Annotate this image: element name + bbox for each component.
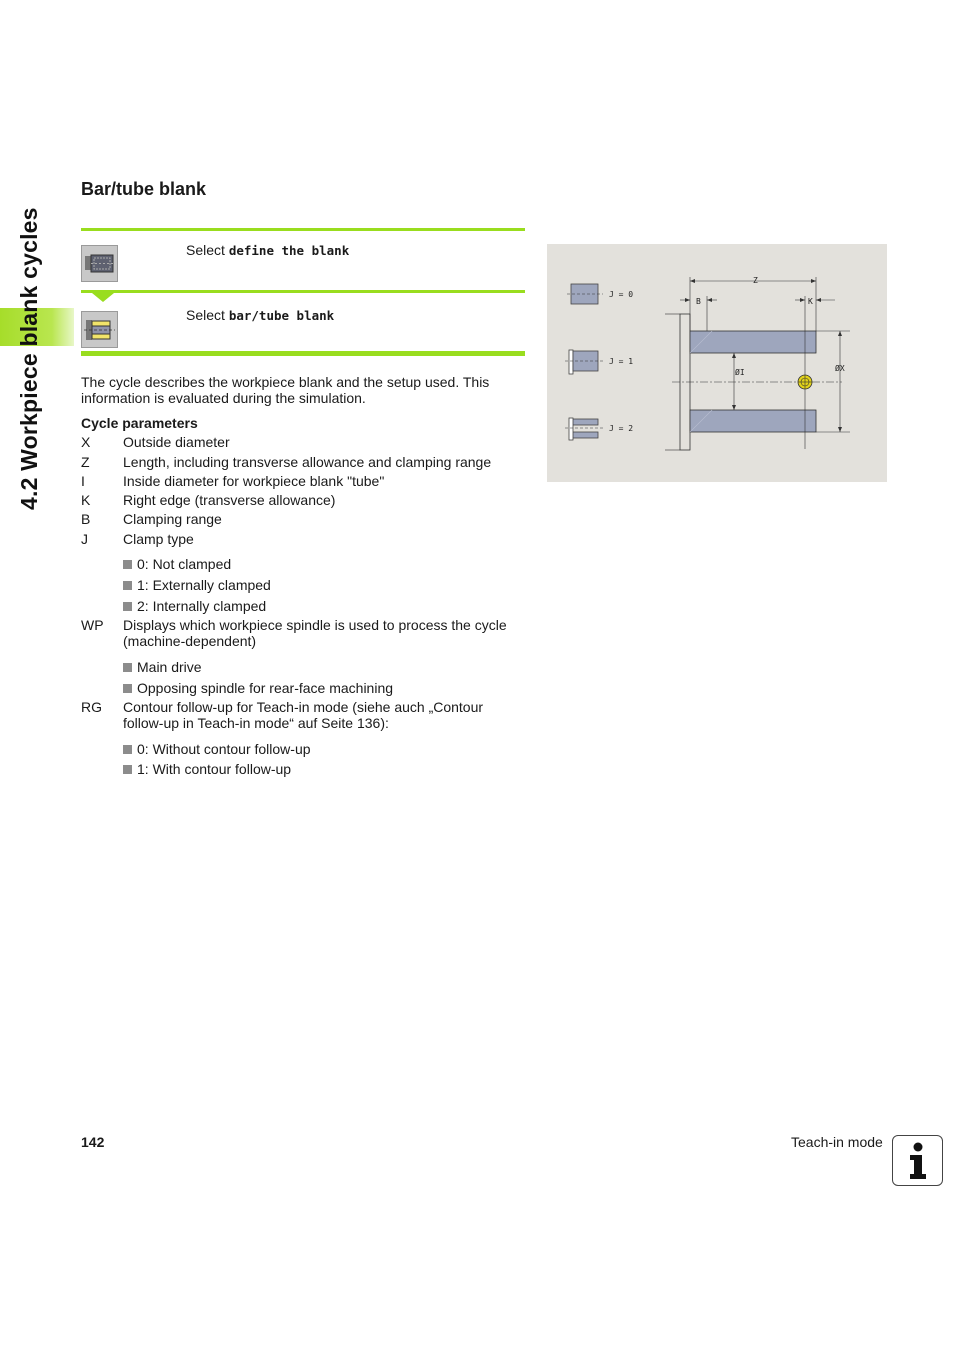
wp-option-1-label: Opposing spindle for rear-face machining	[137, 680, 394, 696]
clamp-type-2-icon	[565, 418, 603, 440]
dim-label-z: Z	[753, 276, 758, 285]
dim-label-outside-diameter: ØX	[835, 364, 845, 373]
step-1-command: define the blank	[228, 243, 350, 258]
step-middle-rule	[81, 290, 525, 293]
bullet-square-icon	[123, 684, 132, 693]
dim-label-k: K	[808, 297, 813, 306]
param-key-i: I	[81, 473, 85, 489]
param-desc-i: Inside diameter for workpiece blank "tube"	[123, 473, 385, 489]
workpiece-zero-point-icon	[798, 375, 812, 389]
step-2-text	[186, 307, 334, 323]
param-desc-j: Clamp type	[123, 531, 194, 547]
page-number: 142	[81, 1134, 105, 1150]
step-1-prefix: Select	[186, 242, 225, 258]
param-key-k: K	[81, 492, 91, 508]
section-heading: Bar/tube blank	[81, 179, 207, 199]
j-label-2: J = 2	[609, 424, 634, 433]
bullet-square-icon	[123, 602, 132, 611]
param-key-wp: WP	[81, 617, 104, 633]
param-desc-k: Right edge (transverse allowance)	[123, 492, 336, 508]
param-desc-z: Length, including transverse allowance and clamping range	[123, 454, 492, 470]
param-key-j: J	[81, 531, 88, 547]
j-option-1	[123, 577, 271, 593]
step-bottom-rule	[81, 351, 525, 356]
step-2-prefix: Select	[186, 307, 225, 323]
bar-tube-blank-icon[interactable]	[81, 311, 118, 348]
param-desc-wp-1: Displays which workpiece spindle is used to process the cycle	[123, 617, 507, 633]
description-line-1: The cycle describes the workpiece blank and the setup used. This	[81, 374, 490, 390]
j-option-2-label: 2: Internally clamped	[137, 598, 267, 614]
dimension-inside-diameter	[732, 353, 736, 410]
bar-tube-blank-figure	[547, 244, 887, 482]
define-blank-icon[interactable]	[81, 245, 118, 282]
param-key-x: X	[81, 434, 91, 450]
dim-label-b: B	[696, 297, 701, 306]
rg-option-1	[123, 761, 291, 777]
step-2-command: bar/tube blank	[228, 308, 335, 323]
wp-option-0	[123, 659, 202, 675]
rg-option-1-label: 1: With contour follow-up	[137, 761, 292, 777]
j-option-1-label: 1: Externally clamped	[137, 577, 271, 593]
param-desc-b: Clamping range	[123, 511, 222, 527]
dimension-z	[690, 277, 816, 331]
bullet-square-icon	[123, 765, 132, 774]
step-top-rule	[81, 228, 525, 231]
footer-title: Teach-in mode	[791, 1134, 883, 1150]
dimension-outside-diameter	[816, 331, 850, 432]
step-arrow-icon	[92, 293, 114, 302]
bullet-square-icon	[123, 560, 132, 569]
param-key-rg: RG	[81, 699, 102, 715]
param-desc-wp-2: (machine-dependent)	[123, 633, 257, 649]
bullet-square-icon	[123, 581, 132, 590]
tube-lower-wall	[690, 410, 816, 432]
param-desc-rg-1: Contour follow-up for Teach-in mode (siehe auch „Contour	[123, 699, 484, 715]
param-desc-x: Outside diameter	[123, 434, 230, 450]
bullet-square-icon	[123, 745, 132, 754]
param-key-z: Z	[81, 454, 90, 470]
j-option-0	[123, 556, 231, 572]
j-label-0: J = 0	[609, 290, 634, 299]
description-line-2: information is evaluated during the simulation.	[81, 390, 366, 406]
step-1-text	[186, 242, 349, 258]
j-option-2	[123, 598, 266, 614]
clamp-type-1-icon	[565, 350, 603, 374]
rg-option-0	[123, 741, 311, 757]
j-option-0-label: 0: Not clamped	[137, 556, 232, 572]
param-desc-rg-2: follow-up in Teach-in mode“ auf Seite 136):	[123, 715, 389, 731]
bullet-square-icon	[123, 663, 132, 672]
j-label-1: J = 1	[609, 357, 634, 366]
tube-upper-wall	[690, 331, 816, 353]
param-key-b: B	[81, 511, 91, 527]
parameters-heading: Cycle parameters	[81, 415, 198, 431]
rg-option-0-label: 0: Without contour follow-up	[137, 741, 311, 757]
chapter-title: 4.2 Workpiece blank cycles	[16, 207, 42, 510]
dim-label-inside-diameter: ØI	[735, 368, 745, 377]
wp-option-1	[123, 680, 393, 696]
info-icon	[892, 1135, 943, 1186]
wp-option-0-label: Main drive	[137, 659, 202, 675]
clamp-type-0-icon	[567, 284, 603, 304]
